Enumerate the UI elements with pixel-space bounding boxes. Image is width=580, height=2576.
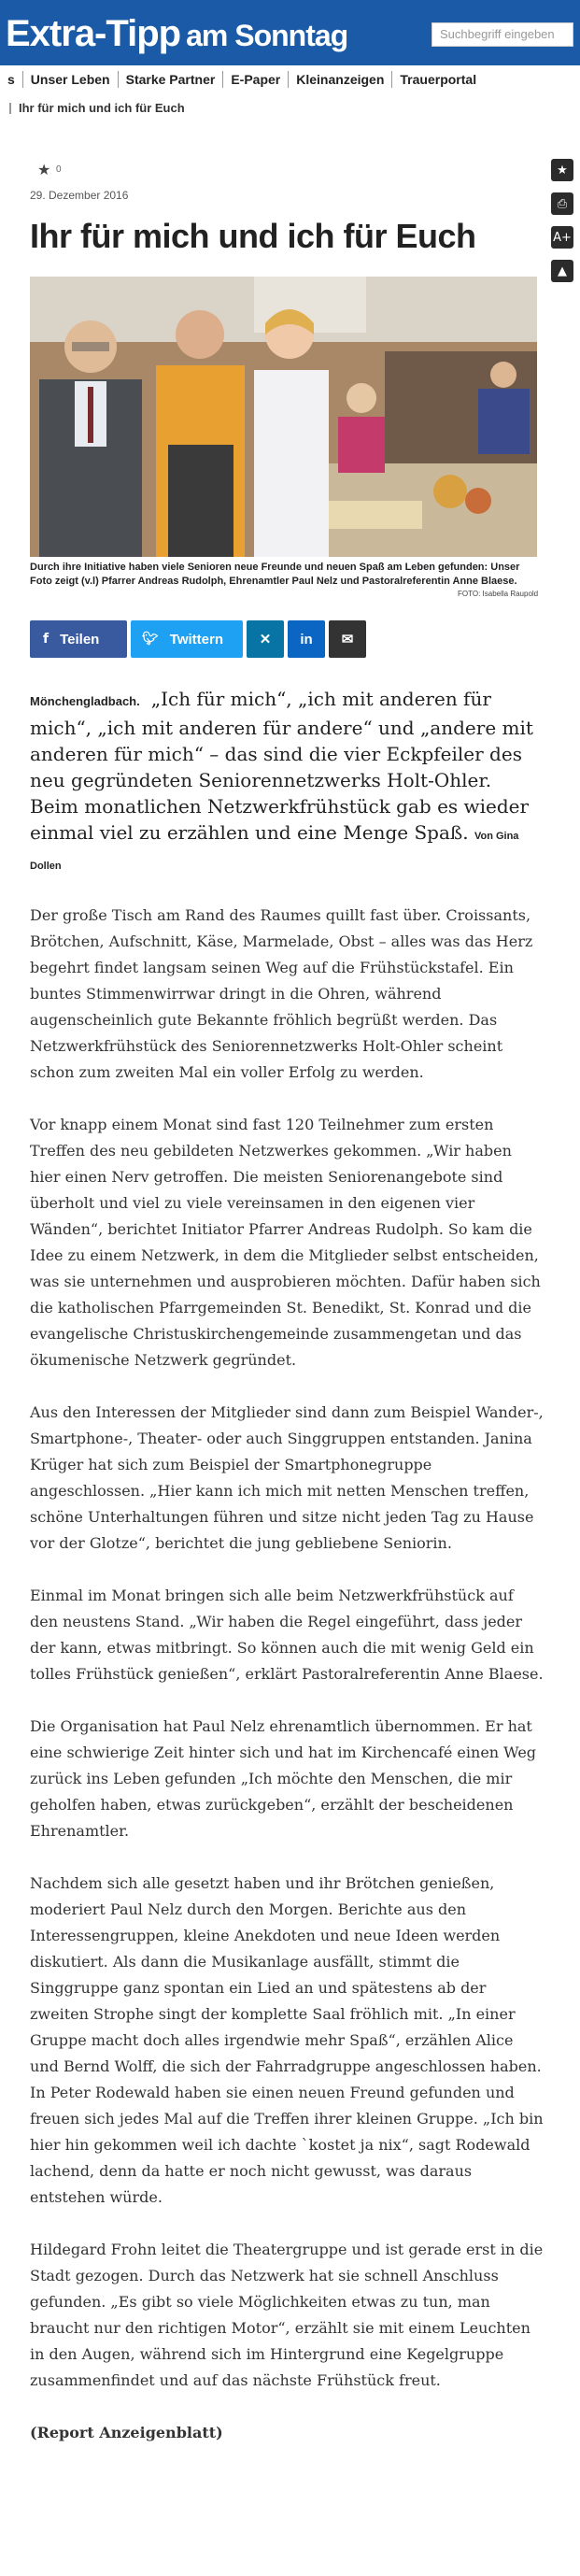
print-icon[interactable]: ⎙ (551, 192, 573, 215)
nav-item-kleinanzeigen[interactable]: Kleinanzeigen (289, 71, 392, 88)
article-lead (30, 686, 545, 879)
article-paragraph: Die Organisation hat Paul Nelz ehrenamtlich übernommen. Er hat eine schwierige Zeit hinter sich und hat im Kirchencafé einen Weg zurück ins Leben gefunden „Ich möchte den Menschen, die mir geholfen haben, etwas zurückgeben“, erzählt der bescheidenen Ehrenamtler. (30, 1717, 537, 1840)
rating-count: 0 (56, 164, 62, 175)
article-date: 29. Dezember 2016 (30, 189, 129, 202)
nav-item-partial[interactable]: s (0, 71, 23, 88)
article-location: Mönchengladbach. (30, 694, 140, 708)
facebook-icon: f (43, 632, 50, 647)
text-size-icon[interactable]: A+ (551, 226, 573, 249)
lead-text: „Ich für mich“, „ich mit anderen für mich“, „ich mit anderen für andere“ und „andere mit anderen für mich“ – das sind die vier Eckpfeiler des neu gegründeten Seniorennetzwerks Holt-Ohler. Beim monatlichen Netzwerkfrühstück gab es wieder einmal viel zu erzählen und eine Menge Spaß. (30, 688, 533, 844)
side-actions (551, 159, 573, 293)
main-nav (0, 71, 580, 95)
scroll-up-icon[interactable]: ▲ (551, 260, 573, 282)
star-icon[interactable]: ★ (551, 159, 573, 181)
share-twitter-button[interactable] (131, 620, 243, 658)
share-twitter-label: Twittern (169, 631, 223, 648)
site-header (0, 0, 580, 65)
photo-caption: Durch ihre Initiative haben viele Senioren neue Freunde und neuen Spaß am Leben gefunden: Unser Foto zeigt (v.l) Pfarrer Andreas Rudolph, Ehrenamtler Paul Nelz und Pastoralreferentin Anne Blaese. (30, 562, 520, 587)
nav-item-e-paper[interactable]: E-Paper (223, 71, 289, 88)
share-linkedin-button[interactable] (288, 620, 325, 658)
photo-credit: FOTO: Isabella Raupold (458, 590, 539, 598)
article-paragraph: Aus den Interessen der Mitglieder sind dann zum Beispiel Wander-, Smartphone-, Theater- oder auch Singgruppen entstanden. Janina Krüger hat sich zum Beispiel der Smartphonegruppe angeschlossen. „Hier kann ich mich mit netten Menschen treffen, schöne Unterhaltungen führen und sitze nicht jeden Tag zu Hause vor der Glotze“, berichtet die jung gebliebene Seniorin. (30, 1403, 544, 1552)
site-logo[interactable] (6, 13, 347, 55)
article-photo[interactable] (30, 277, 537, 557)
email-icon: ✉ (341, 632, 354, 648)
share-facebook-button[interactable] (30, 620, 127, 658)
nav-item-unser-leben[interactable]: Unser Leben (23, 71, 119, 88)
twitter-icon: 🐦︎ (142, 632, 159, 647)
xing-icon: ✕ (259, 632, 272, 648)
article-paragraph: Einmal im Monat bringen sich alle beim Netzwerkfrühstück auf den neustens Stand. „Wir haben die Regel eingeführt, dass jeder der kann, etwas mitbringt. So können auch die mit wenig Geld ein tolles Frühstück genießen“, erklärt Pastoralreferentin Anne Blaese. (30, 1587, 544, 1683)
search-input[interactable]: Suchbegriff eingeben (431, 22, 573, 47)
article-paragraph: Hildegard Frohn leitet die Theatergruppe und ist gerade erst in die Stadt gezogen. Durch das Netzwerk hat sie schnell Anschluss gefunden. „Es gibt so viele Möglichkeiten etwas zu tun, man braucht nur den richtigen Motor“, erzählt sie mit einem Leuchten in den Augen, während sich im Hintergrund eine Kegelgruppe zusammenfindet und auf das nächste Frühstück freut. (30, 2241, 544, 2389)
article-paragraph: Nachdem sich alle gesetzt haben und ihr Brötchen genießen, moderiert Paul Nelz durch den Morgen. Berichte aus den Interessengruppen, kleine Anekdoten und neue Ideen werden diskutiert. Als dann die Musikanlage ausfällt, stimmt die Singgruppe ganz spontan ein Lied an und spätestens ab der zweiten Strophe singt der komplette Saal fröhlich mit. „In einer Gruppe macht doch alles irgendwie mehr Spaß“, erzählen Alice und Bernd Wolff, die sich der Fahrradgruppe angeschlossen haben. In Peter Rodewald haben sie einen neuen Freund gefunden und freuen sich jedes Mal auf die Treffen ihrer kleinen Gruppe. „Ich bin hier hin gekommen weil ich dachte `kostet ja nix“, sagt Rodewald lachend, denn da hatte er noch nicht gewusst, was daraus entstehen würde. (30, 1874, 544, 2206)
share-xing-button[interactable] (247, 620, 284, 658)
article-paragraph: Vor knapp einem Monat sind fast 120 Teilnehmer zum ersten Treffen des neu gebildeten Netzwerkes gekommen. „Wir haben hier einen Nerv getroffen. Die meisten Seniorenangebote sind überholt und viel zu viele vereinsamen in den eigenen vier Wänden“, berichtet Initiator Pfarrer Andreas Rudolph. So kam die Idee zu einem Netzwerk, in dem die Mitglieder selbst entscheiden, was sie unternehmen und ausprobieren möchten. Dafür haben sich die katholischen Pfarrgemeinden St. Benedikt, St. Konrad und die evangelische Christuskirchengemeinde zusammengetan und das ökumenische Netzwerk gegründet. (30, 1116, 541, 1369)
logo-main-text: Extra-Tipp (6, 13, 181, 54)
star-icon[interactable]: ★ (37, 161, 51, 178)
article-source: (Report Anzeigenblatt) (30, 2424, 223, 2441)
photo-illustration (30, 277, 537, 557)
nav-item-starke-partner[interactable]: Starke Partner (119, 71, 224, 88)
article-paragraph: Der große Tisch am Rand des Raumes quillt fast über. Croissants, Brötchen, Aufschnitt, Käse, Marmelade, Obst – alles was das Herz begehrt findet langsam seinen Weg auf die Frühstückstafel. Ein buntes Stimmenwirrwar dringt in die Ohren, während augenscheinlich gute Bekannte fröhlich begrüßt werden. Das Netzwerkfrühstück des Seniorennetzwerks Holt-Ohler scheint schon zum zweiten Mal ein voller Erfolg zu werden. (30, 906, 533, 1081)
share-facebook-label: Teilen (60, 631, 100, 648)
logo-sub-text: am Sonntag (186, 19, 348, 52)
article-byline: Von Gina Dollen (30, 831, 519, 872)
article-body (30, 903, 545, 2446)
nav-item-trauerportal[interactable]: Trauerportal (400, 72, 477, 87)
share-email-button[interactable] (329, 620, 366, 658)
breadcrumb[interactable]: Ihr für mich und ich für Euch (19, 101, 185, 115)
linkedin-icon: in (300, 631, 313, 648)
article-title: Ihr für mich und ich für Euch (30, 217, 476, 255)
